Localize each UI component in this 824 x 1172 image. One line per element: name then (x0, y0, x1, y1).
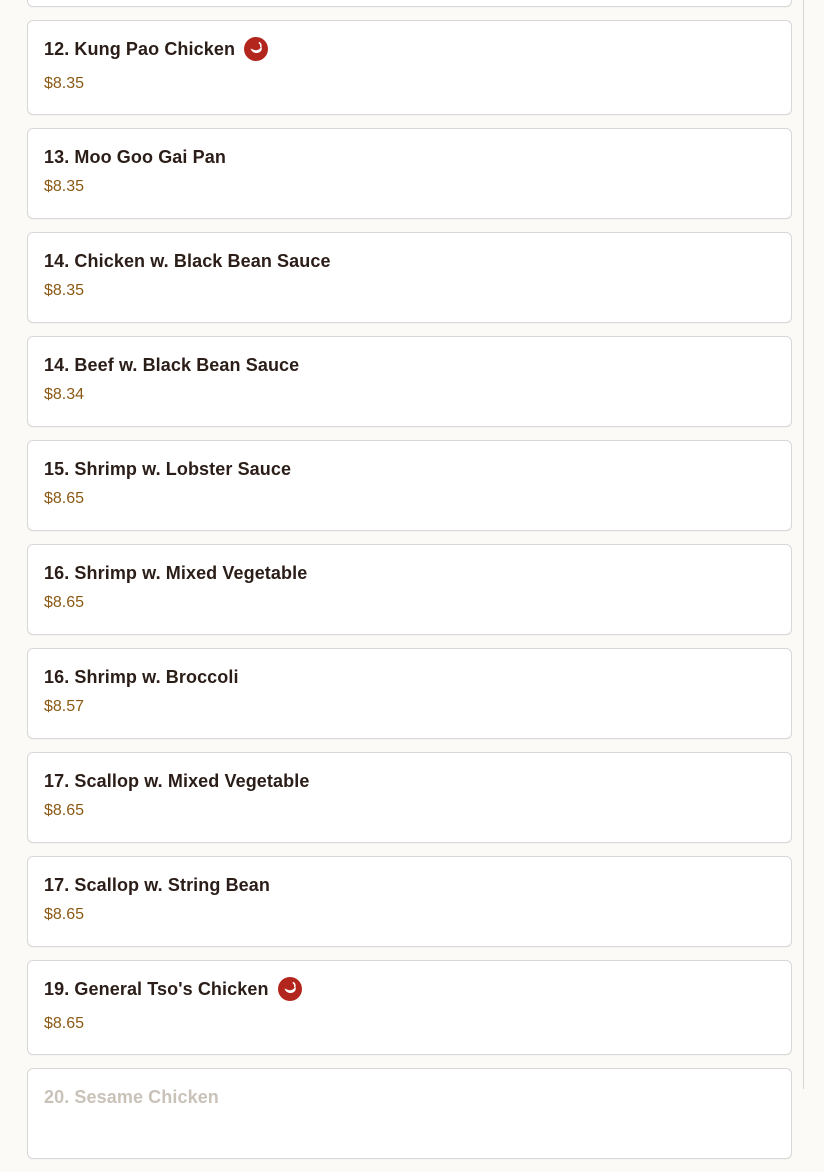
menu-item-name-row (44, 665, 775, 689)
menu-item-card[interactable] (27, 440, 792, 531)
menu-item-name: 16. Shrimp w. Broccoli (44, 666, 239, 687)
menu-item-name-row (44, 37, 775, 61)
menu-item-card[interactable] (27, 960, 792, 1055)
menu-item-price: $8.57 (44, 698, 85, 715)
menu-item-price: $8.65 (44, 594, 85, 611)
menu-item-card[interactable] (27, 0, 792, 7)
menu-item-card[interactable] (27, 1068, 792, 1159)
menu-item-card[interactable] (27, 648, 792, 739)
menu-item-price: $8.65 (44, 490, 85, 507)
menu-item-name-row (44, 977, 775, 1001)
menu-item-name-row (44, 1085, 775, 1109)
chili-pepper-icon (244, 37, 268, 61)
menu-item-name-row (44, 249, 775, 273)
menu-item-price: $8.35 (44, 178, 85, 195)
menu-item-name: 14. Beef w. Black Bean Sauce (44, 354, 300, 375)
menu-item-name: 19. General Tso's Chicken (44, 978, 269, 999)
menu-item-name: 17. Scallop w. String Bean (44, 874, 270, 895)
menu-item-name: 13. Moo Goo Gai Pan (44, 146, 226, 167)
menu-item-price: $8.65 (44, 906, 85, 923)
menu-item-card[interactable] (27, 20, 792, 115)
menu-item-name: 17. Scallop w. Mixed Vegetable (44, 770, 310, 791)
menu-item-name: 20. Sesame Chicken (44, 1086, 219, 1107)
menu-item-name-row (44, 145, 775, 169)
menu-item-price: $8.65 (44, 1015, 85, 1032)
menu-item-card[interactable] (27, 752, 792, 843)
menu-item-name-row (44, 873, 775, 897)
menu-item-name: 16. Shrimp w. Mixed Vegetable (44, 562, 308, 583)
panel-divider (803, 0, 804, 1089)
menu-item-price: $8.34 (44, 386, 85, 403)
menu-item-card[interactable] (27, 856, 792, 947)
menu-item-price: $8.35 (44, 75, 85, 92)
menu-item-card[interactable] (27, 232, 792, 323)
menu-item-name: 14. Chicken w. Black Bean Sauce (44, 250, 331, 271)
menu-item-name-row (44, 457, 775, 481)
menu-item-card[interactable] (27, 336, 792, 427)
menu-item-list (27, 0, 792, 1172)
menu-item-name: 15. Shrimp w. Lobster Sauce (44, 458, 292, 479)
menu-item-name: 12. Kung Pao Chicken (44, 38, 236, 59)
menu-item-name-row (44, 769, 775, 793)
chili-pepper-icon (278, 977, 302, 1001)
menu-item-price: $8.35 (44, 282, 85, 299)
menu-item-name-row (44, 561, 775, 585)
menu-item-price: $8.65 (44, 802, 85, 819)
menu-item-card[interactable] (27, 544, 792, 635)
menu-item-name-row (44, 353, 775, 377)
menu-item-card[interactable] (27, 128, 792, 219)
